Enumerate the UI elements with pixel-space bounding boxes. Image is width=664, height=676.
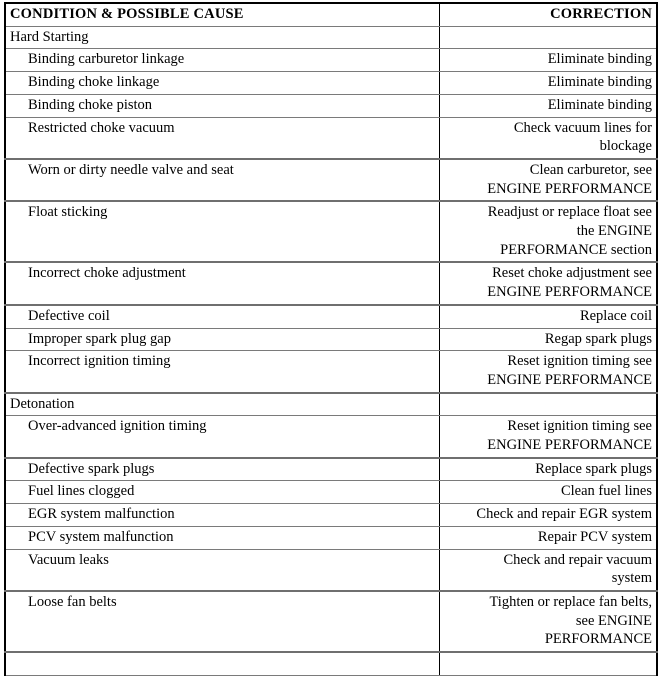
cause-cell: Binding choke piston: [5, 94, 439, 117]
table-row: [5, 526, 657, 549]
correction-cell: [439, 201, 657, 262]
section-title: Hard Starting: [5, 26, 439, 49]
section-correction: [439, 26, 657, 49]
correction-line: Replace spark plugs: [535, 460, 652, 477]
cause-cell: Float sticking: [5, 201, 439, 262]
table-header: [5, 3, 657, 26]
section-title: Detonation: [5, 393, 439, 416]
cause-cell: Vacuum leaks: [5, 549, 439, 591]
correction-cell: [439, 117, 657, 159]
column-header-condition: CONDITION & POSSIBLE CAUSE: [5, 3, 439, 26]
correction-line: the ENGINE: [576, 223, 652, 240]
correction-cell: [439, 351, 657, 393]
correction-cell: [439, 458, 657, 481]
cause-cell: Defective coil: [5, 305, 439, 328]
correction-cell: [439, 504, 657, 527]
correction-line: ENGINE PERFORMANCE: [487, 284, 652, 301]
table-row: [5, 262, 657, 304]
cause-cell: Defective spark plugs: [5, 458, 439, 481]
correction-cell: [439, 72, 657, 95]
table-section-row: [5, 26, 657, 49]
table-section-row: [5, 393, 657, 416]
correction-line: Regap spark plugs: [544, 330, 652, 347]
cause-cell: Worn or dirty needle valve and seat: [5, 159, 439, 201]
correction-line: PERFORMANCE: [544, 631, 652, 648]
column-header-correction: CORRECTION: [439, 3, 657, 26]
table-row: [5, 328, 657, 351]
correction-line: system: [611, 570, 652, 587]
correction-line: Replace coil: [579, 307, 652, 324]
correction-cell: [439, 49, 657, 72]
table-row: [5, 504, 657, 527]
cause-cell: Over-advanced ignition timing: [5, 416, 439, 458]
correction-cell: [439, 591, 657, 652]
cause-cell: PCV system malfunction: [5, 526, 439, 549]
table-row: [5, 94, 657, 117]
correction-cell: [439, 526, 657, 549]
correction-cell: [439, 549, 657, 591]
correction-line: see ENGINE: [575, 612, 652, 629]
section-correction: [439, 393, 657, 416]
table-row: [5, 305, 657, 328]
table-row: [5, 72, 657, 95]
correction-cell: [439, 262, 657, 304]
cause-cell: Restricted choke vacuum: [5, 117, 439, 159]
troubleshooting-table: [4, 2, 658, 676]
correction-line: Check and repair vacuum: [503, 551, 652, 568]
correction-line: Eliminate binding: [547, 96, 652, 113]
table-row: [5, 549, 657, 591]
table-header-row: [5, 3, 657, 26]
table-row: [5, 159, 657, 201]
cause-cell: Improper spark plug gap: [5, 328, 439, 351]
table-row: [5, 481, 657, 504]
correction-line: Reset ignition timing see: [507, 353, 652, 370]
correction-line: Clean carburetor, see: [529, 161, 652, 178]
correction-cell: [439, 481, 657, 504]
cause-cell: Binding choke linkage: [5, 72, 439, 95]
table-row-partial: [5, 652, 657, 675]
table-row: [5, 416, 657, 458]
correction-line: Check and repair EGR system: [476, 506, 652, 523]
correction-line: Readjust or replace float see: [487, 204, 652, 221]
correction-cell: [439, 305, 657, 328]
correction-line: blockage: [599, 138, 652, 155]
table-body: [5, 26, 657, 675]
cause-cell: Fuel lines clogged: [5, 481, 439, 504]
correction-line: Eliminate binding: [547, 74, 652, 91]
correction-line: Tighten or replace fan belts,: [489, 593, 652, 610]
correction-line: Reset choke adjustment see: [492, 265, 652, 282]
cause-cell: Incorrect choke adjustment: [5, 262, 439, 304]
correction-line: Reset ignition timing see: [507, 418, 652, 435]
correction-cell: [439, 328, 657, 351]
correction-line: Eliminate binding: [547, 51, 652, 68]
correction-cell: [439, 652, 657, 675]
correction-line: Repair PCV system: [537, 528, 652, 545]
cause-cell: Loose fan belts: [5, 591, 439, 652]
cause-cell: [5, 652, 439, 675]
correction-line: ENGINE PERFORMANCE: [487, 371, 652, 388]
correction-cell: [439, 416, 657, 458]
correction-line: [444, 654, 653, 673]
correction-cell: [439, 94, 657, 117]
correction-line: ENGINE PERFORMANCE: [487, 437, 652, 454]
correction-line: Check vacuum lines for: [513, 119, 652, 136]
table-row: [5, 117, 657, 159]
table-clip-region: [4, 2, 664, 676]
table-row: [5, 351, 657, 393]
table-row: [5, 591, 657, 652]
table-row: [5, 201, 657, 262]
correction-line: PERFORMANCE section: [500, 241, 652, 258]
cause-cell: Binding carburetor linkage: [5, 49, 439, 72]
correction-line: ENGINE PERFORMANCE: [487, 180, 652, 197]
correction-line: Clean fuel lines: [560, 483, 652, 500]
table-row: [5, 458, 657, 481]
cause-cell: Incorrect ignition timing: [5, 351, 439, 393]
cause-cell: EGR system malfunction: [5, 504, 439, 527]
correction-cell: [439, 159, 657, 201]
table-row: [5, 49, 657, 72]
